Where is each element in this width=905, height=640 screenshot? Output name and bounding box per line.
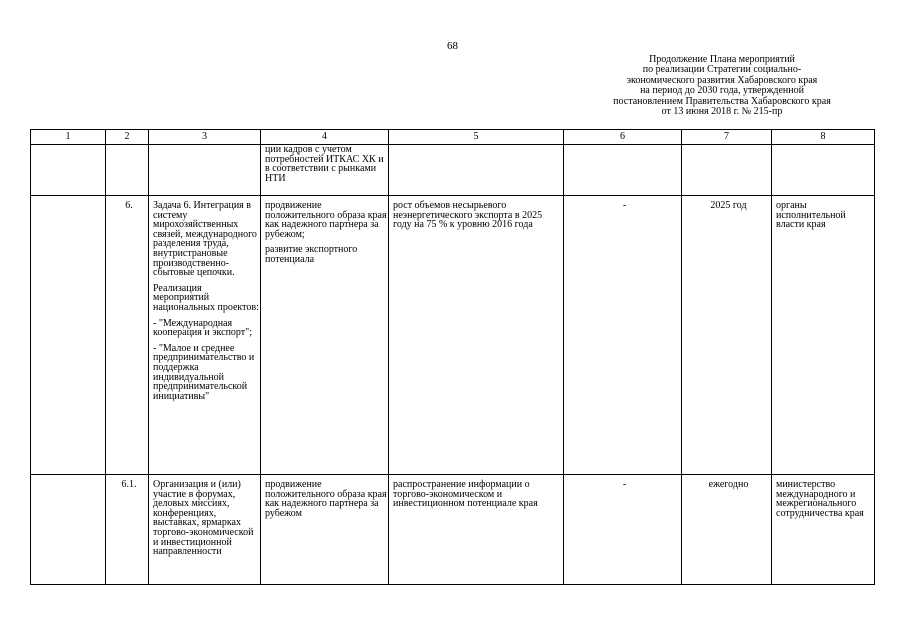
table-cell: распространение информации о торгово-экономическом и инвестиционном потенциале края bbox=[389, 475, 564, 585]
header-line: на период до 2030 года, утвержденной bbox=[640, 85, 804, 97]
table-cell: 2025 год bbox=[682, 196, 772, 475]
cell-paragraph: Реализация мероприятий национальных проектов: bbox=[153, 282, 259, 313]
table-cell: ежегодно bbox=[682, 475, 772, 585]
cell-paragraph: - "Малое и среднее предпринимательство и поддержка индивидуальной предпринимательской инициативы" bbox=[153, 342, 255, 402]
table-cell: - bbox=[564, 475, 682, 585]
header-line: постановлением Правительства Хабаровского края bbox=[613, 95, 831, 107]
table-row bbox=[31, 196, 875, 475]
cell-paragraph: развитие экспортного потенциала bbox=[265, 244, 358, 265]
column-header: 1 bbox=[31, 130, 106, 145]
table-cell bbox=[564, 145, 682, 196]
header-line: по реализации Стратегии социально- bbox=[642, 64, 802, 76]
page-number: 68 bbox=[447, 40, 458, 52]
column-header: 2 bbox=[106, 130, 149, 145]
table-cell: министерство международного и межрегионального сотрудничества края bbox=[772, 475, 875, 585]
table-cell bbox=[772, 145, 875, 196]
row-number: 6.1. bbox=[106, 475, 149, 585]
column-header: 7 bbox=[682, 130, 772, 145]
table-row bbox=[31, 145, 875, 196]
table-row bbox=[31, 475, 875, 585]
table-cell: рост объемов несырьевого неэнергетического экспорта в 2025 году на 75 % к уровню 2016 года bbox=[389, 196, 564, 475]
cell-paragraph: продвижение положительного образа края как надежного партнера за рубежом; bbox=[265, 200, 387, 240]
table-cell bbox=[682, 145, 772, 196]
column-header: 4 bbox=[261, 130, 389, 145]
column-header: 6 bbox=[564, 130, 682, 145]
table-header-row bbox=[31, 130, 875, 145]
header-line: Продолжение Плана мероприятий bbox=[649, 54, 795, 65]
table-cell bbox=[31, 196, 106, 475]
row-number: 6. bbox=[106, 196, 149, 475]
table-cell: - bbox=[564, 196, 682, 475]
table-cell bbox=[261, 196, 389, 475]
plan-table bbox=[30, 129, 875, 585]
cell-paragraph: - "Международная кооперация и экспорт"; bbox=[153, 317, 253, 339]
column-header: 5 bbox=[389, 130, 564, 145]
cell-paragraph: Задача 6. Интеграция в систему мирохозяйственных связей, международного разделения труда, внутристрановые производственно-сбытовые цепочки. bbox=[153, 200, 257, 279]
table-cell bbox=[31, 145, 106, 196]
table-cell: Организация и (или) участие в форумах, деловых миссиях, конференциях, выставках, ярмарках торгово-экономической и инвестиционной направленности bbox=[149, 475, 261, 585]
table-cell bbox=[149, 145, 261, 196]
header-line: от 13 июня 2018 г. № 215-пр bbox=[661, 106, 783, 118]
column-header: 8 bbox=[772, 130, 875, 145]
table-cell bbox=[31, 475, 106, 585]
table-cell: органы исполнительной власти края bbox=[772, 196, 875, 475]
table-cell: ции кадров с учетом потребностей ИТКАС ХК и в соответствии с рынками НТИ bbox=[261, 145, 389, 196]
document-header bbox=[572, 55, 872, 117]
table-cell bbox=[389, 145, 564, 196]
table-cell bbox=[106, 145, 149, 196]
table-cell: продвижение положительного образа края как надежного партнера за рубежом bbox=[261, 475, 389, 585]
column-header: 3 bbox=[149, 130, 261, 145]
header-line: экономического развития Хабаровского края bbox=[626, 74, 818, 86]
task-description-cell bbox=[149, 196, 261, 475]
